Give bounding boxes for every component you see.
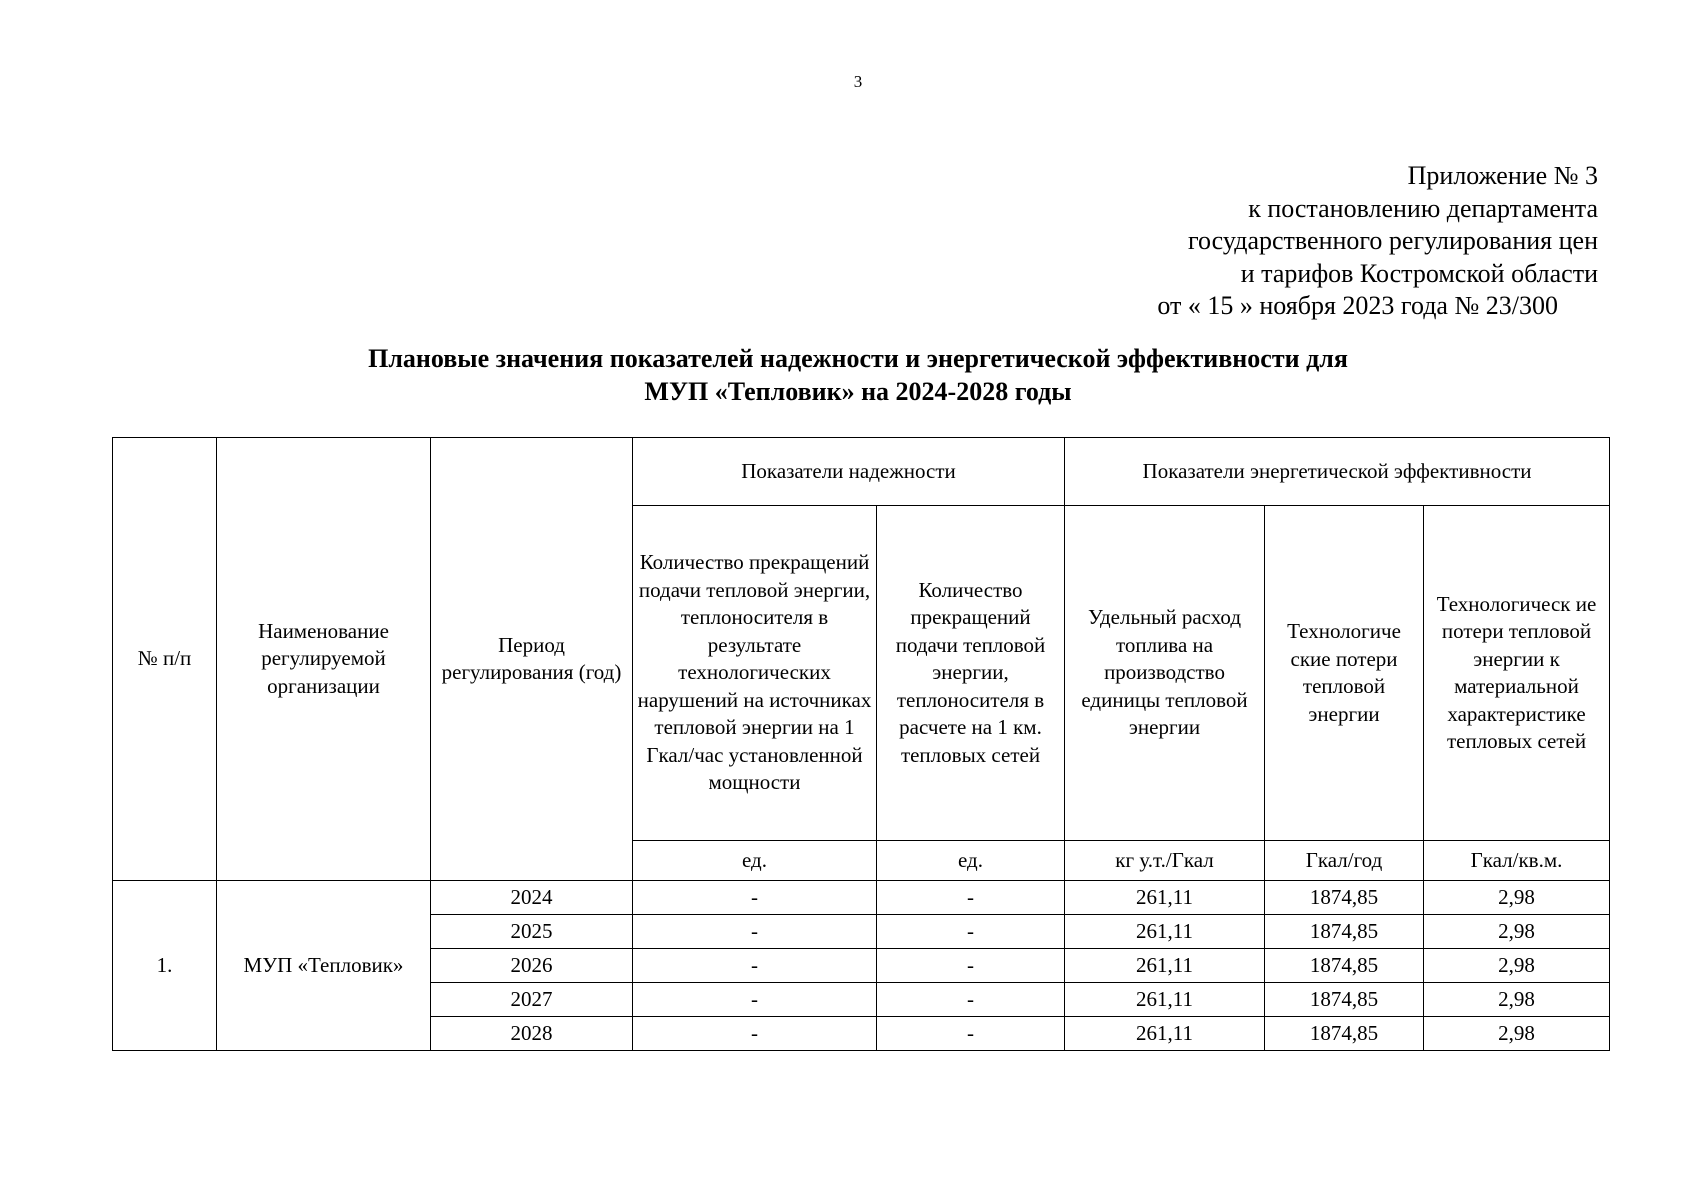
cell-value: 1874,85	[1265, 1017, 1424, 1051]
cell-value: 1874,85	[1265, 949, 1424, 983]
header-col-1: Количество прекращений подачи тепловой энергии, теплоносителя в результате технологических нарушений на источниках тепловой энергии на 1 Гкал/час установленной мощности	[633, 506, 877, 841]
cell-value: -	[877, 1017, 1065, 1051]
indicators-table	[112, 437, 1610, 1051]
header-col-3: Удельный расход топлива на производство единицы тепловой энергии	[1065, 506, 1265, 841]
cell-value: -	[877, 881, 1065, 915]
appendix-line-4: и тарифов Костромской области	[1240, 258, 1598, 288]
cell-value: 261,11	[1065, 983, 1265, 1017]
cell-entry-org: МУП «Тепловик»	[217, 881, 431, 1051]
appendix-date-line: от « 15 » ноября 2023 года № 23/300	[1157, 291, 1558, 320]
cell-year: 2026	[431, 949, 633, 983]
cell-value: -	[877, 983, 1065, 1017]
header-efficiency-group: Показатели энергетической эффективности	[1065, 438, 1610, 506]
cell-value: -	[877, 949, 1065, 983]
cell-value: 2,98	[1424, 983, 1610, 1017]
cell-value: -	[633, 983, 877, 1017]
cell-value: 261,11	[1065, 881, 1265, 915]
appendix-block	[1157, 160, 1598, 323]
cell-value: 1874,85	[1265, 915, 1424, 949]
cell-value: 1874,85	[1265, 881, 1424, 915]
header-row-groups	[113, 438, 1610, 506]
unit-col-1: ед.	[633, 841, 877, 881]
cell-entry-num: 1.	[113, 881, 217, 1051]
title-line-1: Плановые значения показателей надежности и энергетической эффективности для	[368, 344, 1348, 373]
header-num: № п/п	[113, 438, 217, 881]
unit-col-2: ед.	[877, 841, 1065, 881]
cell-year: 2025	[431, 915, 633, 949]
appendix-line-1: Приложение № 3	[1407, 161, 1598, 190]
cell-value: 2,98	[1424, 1017, 1610, 1051]
cell-value: 261,11	[1065, 949, 1265, 983]
appendix-line-2: к постановлению департамента	[1248, 193, 1598, 223]
header-period: Период регулирования (год)	[431, 438, 633, 881]
unit-col-4: Гкал/год	[1265, 841, 1424, 881]
unit-col-5: Гкал/кв.м.	[1424, 841, 1610, 881]
header-col-5: Технологическ ие потери тепловой энергии к материальной характеристике тепловых сетей	[1424, 506, 1610, 841]
title-line-2: МУП «Тепловик» на 2024-2028 годы	[644, 377, 1072, 406]
cell-value: 2,98	[1424, 881, 1610, 915]
cell-value: 1874,85	[1265, 983, 1424, 1017]
cell-value: 2,98	[1424, 915, 1610, 949]
header-organization: Наименование регулируемой организации	[217, 438, 431, 881]
header-col-4: Технологиче ские потери тепловой энергии	[1265, 506, 1424, 841]
header-col-2: Количество прекращений подачи тепловой энергии, теплоносителя в расчете на 1 км. тепловых сетей	[877, 506, 1065, 841]
cell-value: 261,11	[1065, 915, 1265, 949]
cell-value: -	[877, 915, 1065, 949]
cell-value: 2,98	[1424, 949, 1610, 983]
unit-col-3: кг у.т./Гкал	[1065, 841, 1265, 881]
page-number: 3	[853, 72, 863, 91]
cell-value: -	[633, 881, 877, 915]
cell-value: -	[633, 1017, 877, 1051]
appendix-line-3: государственного регулирования цен	[1188, 226, 1598, 255]
cell-value: 261,11	[1065, 1017, 1265, 1051]
cell-year: 2024	[431, 881, 633, 915]
document-title	[0, 342, 1696, 408]
cell-value: -	[633, 915, 877, 949]
cell-year: 2027	[431, 983, 633, 1017]
cell-value: -	[633, 949, 877, 983]
header-reliability-group: Показатели надежности	[633, 438, 1065, 506]
cell-year: 2028	[431, 1017, 633, 1051]
table-row	[113, 881, 1610, 915]
